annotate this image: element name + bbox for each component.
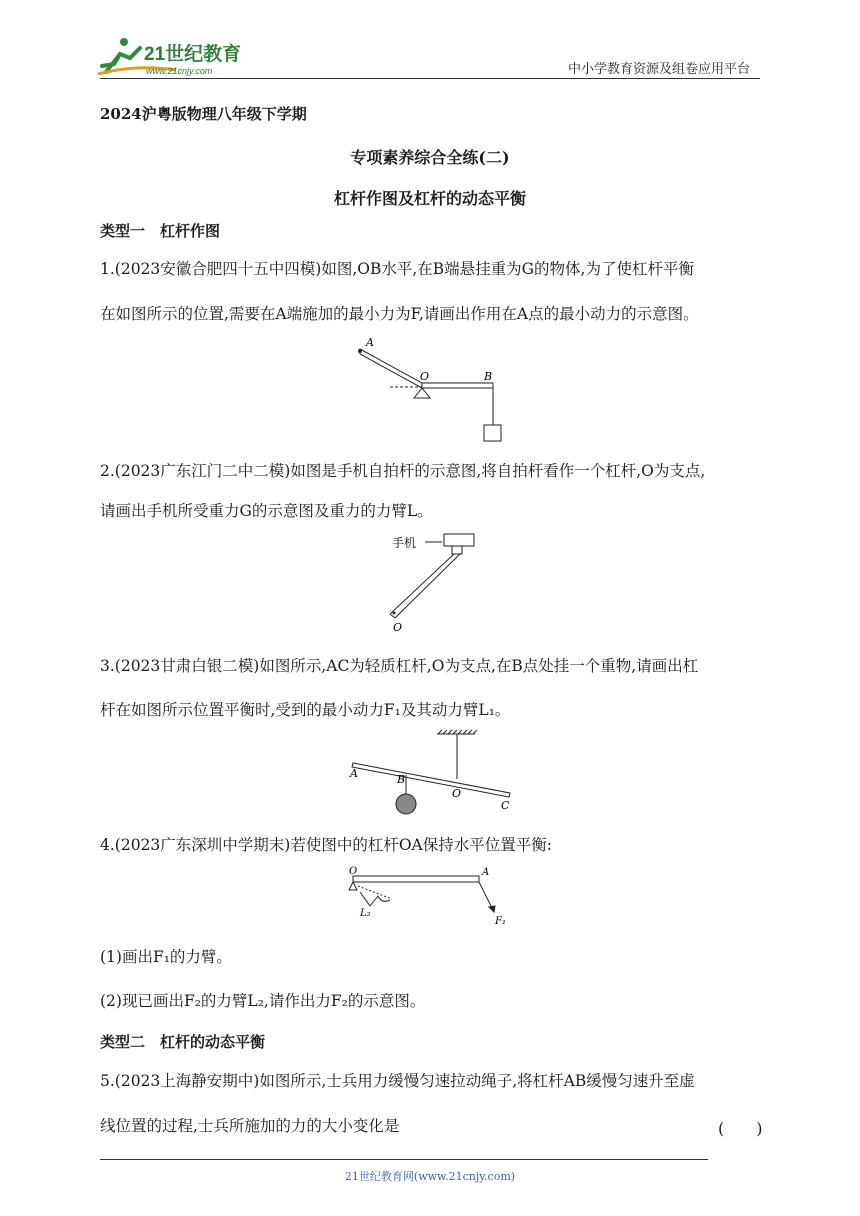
label-b: B (397, 773, 406, 786)
header-divider (100, 78, 760, 79)
logo-text: 21世纪教育 (144, 44, 242, 65)
q3-line1: 3.(2023甘肃白银二模)如图所示,AC为轻质杠杆,O为支点,在B点处挂一个重物,请画出杠 (100, 657, 699, 675)
label-l2: L₂ (360, 908, 371, 919)
label-a: A (366, 336, 374, 349)
label-o: O (420, 370, 430, 383)
lever-arm-ob (422, 383, 493, 388)
lever-arm-oa (360, 349, 422, 388)
doc-title: 专项素养综合全练(二) (350, 148, 510, 167)
section-type2: 类型二 杠杆的动态平衡 (100, 1033, 266, 1051)
figure-2-selfie-stick (390, 526, 480, 634)
label-f1: F₁ (495, 916, 506, 927)
q4-sub1: (1)画出F₁的力臂。 (100, 948, 232, 966)
label-c: C (501, 799, 510, 812)
q1-line2: 在如图所示的位置,需要在A端施加的最小力为F,请画出作用在A点的最小动力的示意图。 (100, 305, 699, 323)
q1-line1: 1.(2023安徽合肥四十五中四模)如图,OB水平,在B端悬挂重为G的物体,为了使杠杆平衡 (100, 260, 694, 278)
f1-arrowhead (489, 906, 495, 912)
phone-clip (452, 546, 462, 554)
doc-series: 2024沪粤版物理八年级下学期 (100, 105, 307, 123)
logo-url-text: www.21cnjy.com (146, 66, 213, 76)
hanging-weight-box (484, 425, 501, 441)
label-a: A (482, 867, 490, 878)
q5-line2: 线位置的过程,士兵所施加的力的大小变化是 (100, 1117, 400, 1135)
label-o: O (349, 866, 358, 877)
label-o: O (393, 621, 403, 634)
q4-sub2: (2)现已画出F₂的力臂L₂,请作出力F₂的示意图。 (100, 992, 426, 1010)
q4-line1: 4.(2023广东深圳中学期末)若使图中的杠杆OA保持水平位置平衡: (100, 836, 552, 854)
q2-line1: 2.(2023广东江门二中二模)如图是手机自拍杆的示意图,将自拍杆看作一个杠杆,O为支点, (100, 462, 706, 480)
fulcrum-triangle (414, 388, 430, 398)
footer-divider (100, 1159, 708, 1160)
label-b: B (484, 370, 493, 383)
site-logo (96, 34, 256, 78)
phone-rect (444, 534, 474, 546)
q2-line2: 请画出手机所受重力G的示意图及重力的力臂L。 (100, 502, 433, 520)
answer-parentheses: ( ) (718, 1119, 763, 1138)
label-phone: 手机 (392, 536, 417, 550)
pivot-triangle (349, 882, 357, 890)
lever-bar-ac (352, 763, 510, 797)
figure-1-lever (350, 334, 510, 446)
lever-bar-oa (353, 876, 479, 882)
q3-line2: 杆在如图所示位置平衡时,受到的最小动力F₁及其动力臂L₁。 (100, 701, 511, 719)
figure-3-lever (345, 728, 525, 816)
hanging-ball (396, 794, 416, 814)
header-platform-text: 中小学教育资源及组卷应用平台 (568, 62, 751, 77)
figure-4-lever (342, 864, 522, 932)
ceiling-hatch (438, 730, 477, 734)
q5-line1: 5.(2023上海静安期中)如图所示,士兵用力缓慢匀速拉动绳子,将杠杆AB缓慢匀速升至虚 (100, 1072, 695, 1090)
l2-brace (360, 892, 390, 906)
label-a: A (350, 767, 358, 780)
selfie-stick-rod (390, 554, 460, 618)
footer-text: 21世纪教育网(www.21cnjy.com) (344, 1170, 516, 1183)
section-type1: 类型一 杠杆作图 (100, 222, 221, 240)
doc-subtitle: 杠杆作图及杠杆的动态平衡 (333, 189, 526, 208)
label-o: O (452, 787, 462, 800)
